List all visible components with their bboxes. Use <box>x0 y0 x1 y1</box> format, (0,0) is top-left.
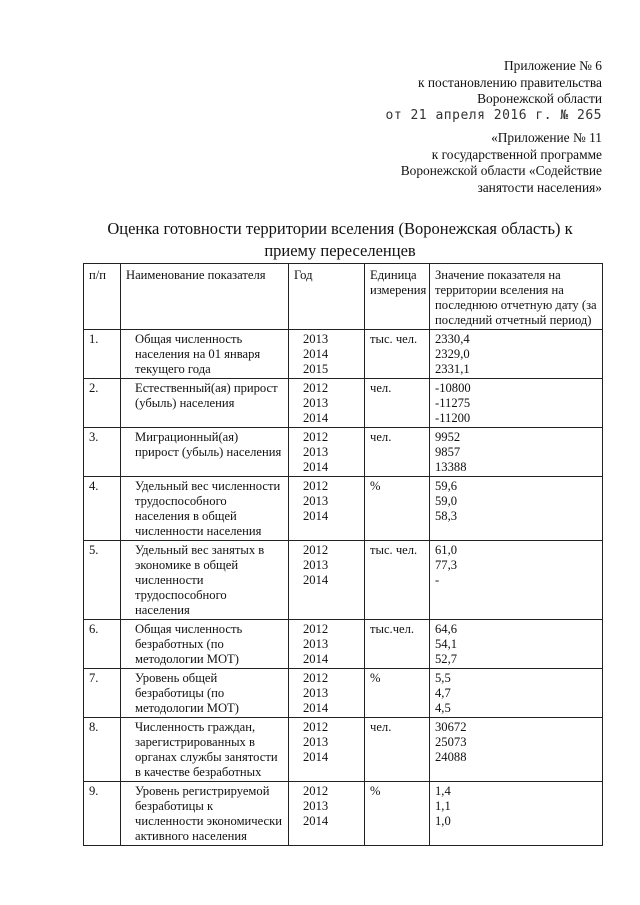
row-years <box>289 428 365 477</box>
table-row <box>84 379 603 428</box>
year-value: 2013 <box>303 332 329 346</box>
row-num: 2. <box>84 379 121 428</box>
indicator-value: -11200 <box>435 411 471 425</box>
indicator-value: 1,0 <box>435 814 451 828</box>
header-unit: Единица измерения <box>365 264 430 330</box>
year-value: 2013 <box>303 686 329 700</box>
indicator-value: 24088 <box>435 750 467 764</box>
document-title: Оценка готовности территории вселения (Воронежская область) к приему переселенцев <box>107 219 573 260</box>
row-unit: чел. <box>365 718 430 782</box>
row-name: Уровень общей безработицы (по методологии МОТ) <box>121 669 289 718</box>
row-unit: тыс. чел. <box>365 541 430 620</box>
table-row <box>84 718 603 782</box>
row-values <box>430 330 603 379</box>
header-name: Наименование показателя <box>121 264 289 330</box>
indicator-value: 61,0 <box>435 543 458 557</box>
year-value: 2012 <box>303 430 329 444</box>
indicator-value: 1,1 <box>435 799 451 813</box>
row-values <box>430 379 603 428</box>
indicator-value: 1,4 <box>435 784 451 798</box>
row-values <box>430 428 603 477</box>
indicator-value: 4,7 <box>435 686 451 700</box>
row-years <box>289 718 365 782</box>
year-value: 2012 <box>303 622 329 636</box>
row-num: 4. <box>84 477 121 541</box>
row-values <box>430 541 603 620</box>
row-values <box>430 669 603 718</box>
indicator-value: 2329,0 <box>435 347 470 361</box>
table-row <box>84 620 603 669</box>
row-unit: тыс. чел. <box>365 330 430 379</box>
row-name: Миграционный(ая) прирост (убыль) населения <box>121 428 289 477</box>
year-value: 2012 <box>303 479 329 493</box>
indicator-value: 13388 <box>435 460 467 474</box>
program-line: к государственной программе <box>431 146 602 162</box>
year-value: 2013 <box>303 558 329 572</box>
year-value: 2012 <box>303 784 329 798</box>
year-value: 2013 <box>303 494 329 508</box>
year-value: 2012 <box>303 543 329 557</box>
row-years <box>289 330 365 379</box>
year-value: 2012 <box>303 671 329 685</box>
year-value: 2014 <box>303 750 329 764</box>
indicators-table <box>83 263 603 846</box>
year-value: 2014 <box>303 347 329 361</box>
row-num: 9. <box>84 782 121 846</box>
header-num: п/п <box>84 264 121 330</box>
row-unit: % <box>365 477 430 541</box>
row-years <box>289 541 365 620</box>
year-value: 2014 <box>303 701 329 715</box>
program-header <box>401 130 602 196</box>
row-years <box>289 379 365 428</box>
indicator-value: -10800 <box>435 381 471 395</box>
row-unit: % <box>365 669 430 718</box>
row-unit: чел. <box>365 379 430 428</box>
indicator-value: 2330,4 <box>435 332 470 346</box>
indicator-value: 30672 <box>435 720 467 734</box>
table-row <box>84 541 603 620</box>
indicator-value: 77,3 <box>435 558 458 572</box>
header-value: Значение показателя на территории вселения на последнюю отчетную дату (за последний отчетный период) <box>430 264 603 330</box>
row-years <box>289 477 365 541</box>
appendix-line: Воронежской области <box>477 91 602 106</box>
row-num: 3. <box>84 428 121 477</box>
row-name: Численность граждан, зарегистрированных в органах службы занятости в качестве безработных <box>121 718 289 782</box>
year-value: 2014 <box>303 573 329 587</box>
indicator-value: 2331,1 <box>435 362 470 376</box>
indicator-value: -11275 <box>435 396 471 410</box>
table-body <box>84 330 603 846</box>
year-value: 2015 <box>303 362 329 376</box>
program-line: занятости населения» <box>477 179 602 195</box>
year-value: 2014 <box>303 652 329 666</box>
year-value: 2013 <box>303 637 329 651</box>
table-row <box>84 477 603 541</box>
row-values <box>430 782 603 846</box>
table-row <box>84 428 603 477</box>
row-num: 7. <box>84 669 121 718</box>
year-value: 2014 <box>303 411 329 425</box>
table-row <box>84 330 603 379</box>
row-unit: чел. <box>365 428 430 477</box>
indicator-value: 59,6 <box>435 479 458 493</box>
table-row <box>84 669 603 718</box>
indicator-value: - <box>435 573 440 587</box>
row-name: Уровень регистрируемой безработицы к численности экономически активного населения <box>121 782 289 846</box>
row-unit: % <box>365 782 430 846</box>
row-name: Общая численность безработных (по методологии МОТ) <box>121 620 289 669</box>
indicator-value: 4,5 <box>435 701 451 715</box>
row-num: 1. <box>84 330 121 379</box>
indicator-value: 64,6 <box>435 622 458 636</box>
year-value: 2013 <box>303 445 329 459</box>
row-years <box>289 669 365 718</box>
year-value: 2013 <box>303 799 329 813</box>
row-name: Общая численность населения на 01 января текущего года <box>121 330 289 379</box>
appendix-line: к постановлению правительства <box>417 74 602 90</box>
row-years <box>289 782 365 846</box>
indicator-value: 58,3 <box>435 509 458 523</box>
indicator-value: 59,0 <box>435 494 458 508</box>
row-name: Удельный вес численности трудоспособного населения в общей численности населения <box>121 477 289 541</box>
table-header-row <box>84 264 603 330</box>
indicator-value: 9857 <box>435 445 461 459</box>
appendix-line: Приложение № 6 <box>503 58 602 73</box>
date-stamp: от 21 апреля 2016 г. № 265 <box>385 107 602 123</box>
row-unit: тыс.чел. <box>365 620 430 669</box>
program-line: «Приложение № 11 <box>491 130 602 145</box>
appendix-header <box>386 58 603 124</box>
year-value: 2014 <box>303 460 329 474</box>
indicator-value: 9952 <box>435 430 461 444</box>
row-values <box>430 620 603 669</box>
row-name: Удельный вес занятых в экономике в общей численности трудоспособного населения <box>121 541 289 620</box>
indicator-value: 54,1 <box>435 637 458 651</box>
table-row <box>84 782 603 846</box>
row-years <box>289 620 365 669</box>
row-values <box>430 718 603 782</box>
year-value: 2014 <box>303 814 329 828</box>
indicator-value: 25073 <box>435 735 467 749</box>
indicator-value: 52,7 <box>435 652 458 666</box>
row-num: 5. <box>84 541 121 620</box>
row-values <box>430 477 603 541</box>
row-num: 8. <box>84 718 121 782</box>
year-value: 2012 <box>303 720 329 734</box>
row-name: Естественный(ая) прирост (убыль) населения <box>121 379 289 428</box>
year-value: 2014 <box>303 509 329 523</box>
header-year: Год <box>289 264 365 330</box>
indicator-value: 5,5 <box>435 671 451 685</box>
program-line: Воронежской области «Содействие <box>400 163 602 178</box>
year-value: 2013 <box>303 396 329 410</box>
year-value: 2012 <box>303 381 329 395</box>
year-value: 2013 <box>303 735 329 749</box>
row-num: 6. <box>84 620 121 669</box>
